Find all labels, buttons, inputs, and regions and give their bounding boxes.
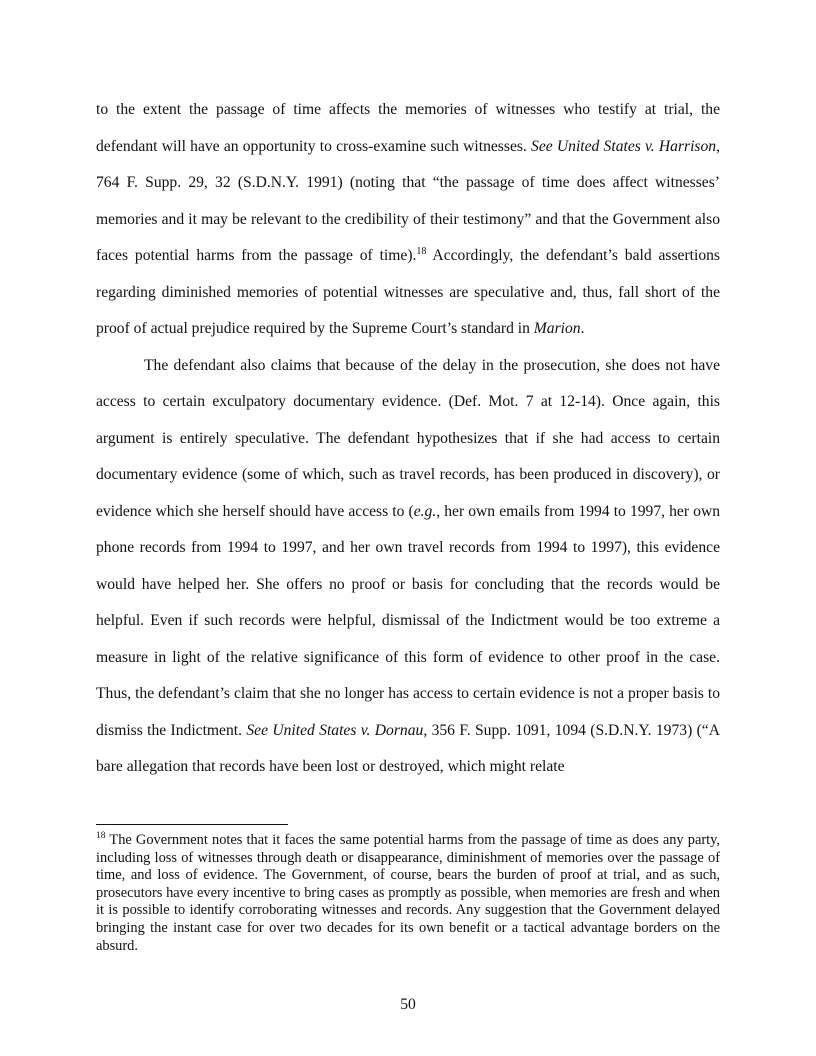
paragraph-1-text-d: .: [580, 320, 585, 337]
footnote-separator: [96, 824, 288, 825]
paragraph-1: [96, 92, 720, 348]
eg-abbreviation: e.g.: [413, 502, 437, 520]
case-name-marion: Marion: [533, 320, 581, 337]
footnote-reference: 18: [416, 245, 427, 257]
page-number: 50: [400, 996, 416, 1013]
footnote-number: 18: [96, 831, 106, 842]
paragraph-2-text-c: , 356 F. Supp. 1091, 1094 (S.D.N.Y. 1973) (“A bare allegation that records have been lost or destroyed, which might relate: [96, 721, 720, 775]
citation-dornau: See United States v. Dornau: [246, 721, 424, 739]
citation-harrison: See United States v. Harrison: [531, 137, 717, 155]
paragraph-2: [96, 348, 720, 786]
paragraph-2-text-b: , her own emails from 1994 to 1997, her own phone records from 1994 to 1997, and her own travel records from 1994 to 1997), this evidence would have helped her. She offers no proof or basis for concluding that the records would be helpful. Even if such records were helpful, dismissal of the Indictment would be too extreme a measure in light of the relative significance of this form of evidence to other proof in the case. Thus, the defendant’s claim that she no longer has access to certain evidence is not a proper basis to dismiss the Indictment.: [96, 502, 720, 739]
footnote-18: [96, 832, 720, 955]
paragraph-2-text-a: The defendant also claims that because of the delay in the prosecution, she does not have access to certain exculpatory documentary evidence. (Def. Mot. 7 at 12-14). Once again, this argument is entirely speculative. The defendant hypothesizes that if she had access to certain documentary evidence (some of which, such as travel records, has been produced in discovery), or evidence which she herself should have access to (: [96, 356, 720, 520]
paragraph-1-text-b: , 764 F. Supp. 29, 32 (S.D.N.Y. 1991) (noting that “the passage of time does affect witnesses’ memories and it may be relevant to the credibility of their testimony” and that the Government also faces potential harms from the passage of time).: [96, 137, 720, 264]
paragraph-1-text-c: Accordingly, the defendant’s bald assertions regarding diminished memories of potential witnesses are speculative and, thus, fall short of the proof of actual prejudice required by the Supreme Court’s standard in: [96, 247, 720, 337]
paragraph-1-text-a: to the extent the passage of time affects the memories of witnesses who testify at trial, the defendant will have an opportunity to cross-examine such witnesses.: [96, 101, 720, 155]
main-text: [96, 92, 720, 786]
footnote-text: The Government notes that it faces the same potential harms from the passage of time as does any party, including loss of witnesses through death or disappearance, diminishment of memories over the passage of time, and loss of evidence. The Government, of course, bears the burden of proof at trial, and as such, prosecutors have every incentive to bring cases as promptly as possible, when memories are fresh and when it is possible to identify corroborating witnesses and records. Any suggestion that the Government delayed bringing the instant case for over two decades for its own benefit or a tactical advantage borders on the absurd.: [96, 832, 720, 954]
footnote-paragraph: [96, 832, 720, 955]
